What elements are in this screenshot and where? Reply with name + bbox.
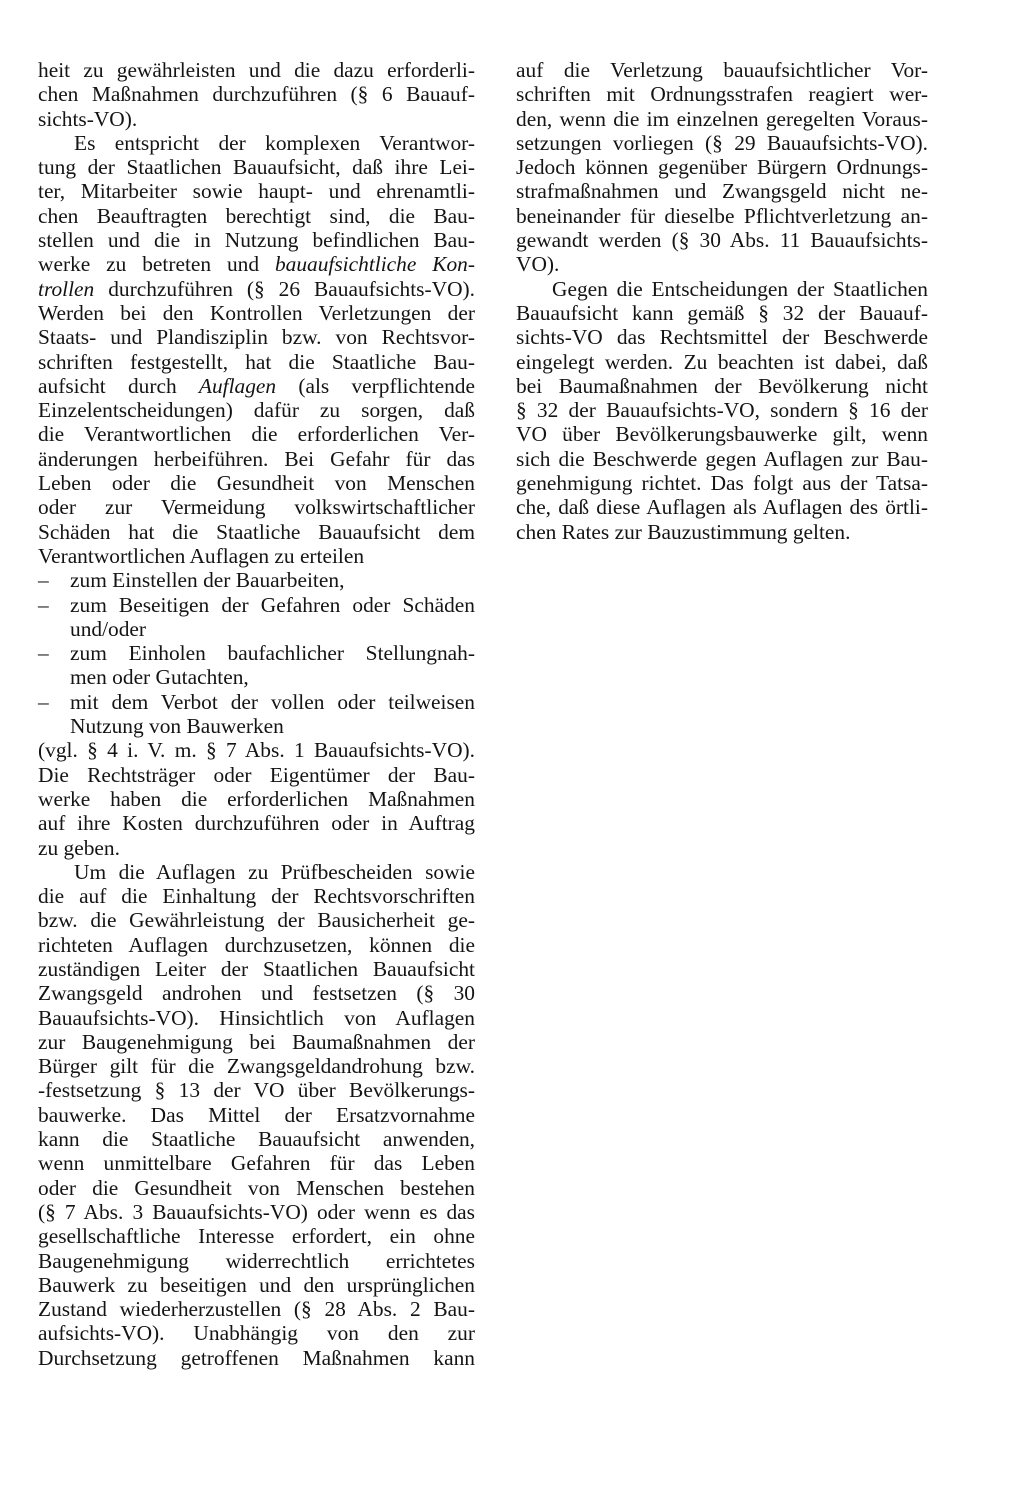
line-text: bzw. die Gewährleistung der Bausicherheit ge- <box>38 908 475 933</box>
line-text: zur Baugenehmigung bei Baumaßnahmen der <box>38 1029 475 1054</box>
text-line <box>38 471 475 495</box>
line-text: beneinander für dieselbe Pflichtverletzung an- <box>516 203 928 228</box>
line-text: VO). <box>516 252 560 277</box>
text-line <box>38 1030 475 1054</box>
line-text: aufsicht durch <box>38 373 199 398</box>
line-text: zuständigen Leiter der Staatlichen Bauaufsicht <box>38 956 475 981</box>
line-text: chen Rates zur Bauzustimmung gelten. <box>516 519 851 544</box>
line-text: Es entspricht der komplexen Verantwor- <box>74 130 475 155</box>
line-text: (als verpflichtende <box>276 373 475 398</box>
line-text: (§ 7 Abs. 3 Bauaufsichts-VO) oder wenn es das <box>38 1199 475 1224</box>
italic-term: Auflagen <box>198 373 277 398</box>
list-dash: – <box>38 641 49 666</box>
text-line <box>38 1346 475 1370</box>
line-text: Bauaufsicht kann gemäß § 32 der Bauauf- <box>516 300 928 325</box>
right-text-column <box>516 58 928 544</box>
line-text: Nutzung von Bauwerken <box>70 714 284 739</box>
line-text: (vgl. § 4 i. V. m. § 7 Abs. 1 Bauaufsichts-VO). <box>38 738 475 763</box>
line-text: chen Beauftragten berechtigt sind, die Bau- <box>38 203 475 228</box>
line-text: Die Rechtsträger oder Eigentümer der Bau- <box>38 762 475 787</box>
line-text: Baugenehmigung widerrechtlich errichtetes <box>38 1248 475 1273</box>
line-text: Durchsetzung getroffenen Maßnahmen kann <box>38 1345 475 1370</box>
line-text: auf die Verletzung bauaufsichtlicher Vor- <box>516 58 928 82</box>
line-text: gesellschaftliche Interesse erfordert, ein ohne <box>38 1224 475 1249</box>
text-line <box>38 933 475 957</box>
text-line <box>516 495 928 519</box>
text-line <box>38 520 475 544</box>
text-line <box>38 155 475 179</box>
line-text: Gegen die Entscheidungen der Staatlichen <box>552 276 928 301</box>
list-dash: – <box>38 568 49 593</box>
list-item <box>38 568 475 592</box>
line-text: bauwerke. Das Mittel der Ersatzvornahme <box>38 1102 475 1127</box>
line-text: Bürger gilt für die Zwangsgeldandrohung bzw. <box>38 1054 475 1079</box>
left-text-column <box>38 58 475 1370</box>
line-text: Jedoch können gegenüber Bürgern Ordnungs- <box>516 155 928 180</box>
text-line <box>38 884 475 908</box>
text-line <box>38 82 475 106</box>
italic-term: bauaufsichtliche Kon- <box>274 252 475 277</box>
line-text: Bauwerk zu beseitigen und den ursprünglichen <box>38 1272 475 1297</box>
text-line <box>38 131 475 155</box>
line-text: bei Baumaßnahmen der Bevölkerung nicht <box>516 373 928 398</box>
line-text: Werden bei den Kontrollen Verletzungen der <box>38 300 475 325</box>
text-line <box>38 617 475 641</box>
line-text: men oder Gutachten, <box>70 665 249 690</box>
text-line <box>38 325 475 349</box>
text-line <box>38 763 475 787</box>
line-text: zu geben. <box>38 835 120 860</box>
list-item <box>38 593 475 617</box>
text-line <box>516 252 928 276</box>
text-line <box>516 107 928 131</box>
text-line <box>38 908 475 932</box>
text-line <box>38 1054 475 1078</box>
line-text: sichts-VO). <box>38 106 138 131</box>
line-text: schriften festgestellt, hat die Staatliche Bau- <box>38 349 475 374</box>
text-line <box>516 350 928 374</box>
line-text: Um die Auflagen zu Prüfbescheiden sowie <box>74 859 475 884</box>
text-line <box>38 1151 475 1175</box>
line-text: durchzuführen (§ 26 Bauaufsichts-VO). <box>94 276 475 301</box>
line-text: und/oder <box>70 616 147 641</box>
line-text: zum Einstellen der Bauarbeiten, <box>70 568 345 593</box>
line-text: Schäden hat die Staatliche Bauaufsicht dem <box>38 519 475 544</box>
text-line <box>38 1249 475 1273</box>
text-line <box>38 204 475 228</box>
text-line <box>516 422 928 446</box>
text-line <box>38 179 475 203</box>
line-text: änderungen herbeiführen. Bei Gefahr für das <box>38 446 475 471</box>
text-line <box>38 981 475 1005</box>
list-item <box>38 641 475 665</box>
line-text: Bauaufsichts-VO). Hinsichtlich von Auflagen <box>38 1005 475 1030</box>
text-line <box>38 957 475 981</box>
text-line <box>38 738 475 762</box>
text-line <box>38 1176 475 1200</box>
text-line <box>38 107 475 131</box>
italic-term: trollen <box>38 276 95 301</box>
text-line <box>516 447 928 471</box>
line-text: setzungen vorliegen (§ 29 Bauaufsichts-VO). <box>516 130 928 155</box>
line-text: heit zu gewährleisten und die dazu erforderli- <box>38 58 475 82</box>
line-text: zum Einholen baufachlicher Stellungnah- <box>70 641 475 666</box>
text-line <box>38 228 475 252</box>
text-line <box>516 277 928 301</box>
text-line <box>38 277 475 301</box>
text-line <box>38 714 475 738</box>
text-line <box>516 58 928 82</box>
list-item <box>38 690 475 714</box>
line-text: sich die Beschwerde gegen Auflagen zur Bau- <box>516 446 928 471</box>
text-line <box>38 1127 475 1151</box>
text-line <box>38 350 475 374</box>
text-line <box>38 860 475 884</box>
line-text: richteten Auflagen durchzusetzen, können die <box>38 932 475 957</box>
line-text: ter, Mitarbeiter sowie haupt- und ehrenamtli- <box>38 179 475 204</box>
text-line <box>38 811 475 835</box>
text-line <box>38 398 475 422</box>
line-text: § 32 der Bauaufsichts-VO, sondern § 16 der <box>516 398 928 423</box>
line-text: eingelegt werden. Zu beachten ist dabei, daß <box>516 349 928 374</box>
text-line <box>38 787 475 811</box>
text-line <box>516 471 928 495</box>
line-text: werke zu betreten und <box>38 252 275 277</box>
text-line <box>38 422 475 446</box>
line-text: Verantwortlichen Auflagen zu erteilen <box>38 543 365 568</box>
list-dash: – <box>38 592 49 617</box>
line-text: die Verantwortlichen die erforderlichen Ver- <box>38 422 475 447</box>
text-line <box>38 1103 475 1127</box>
line-text: die auf die Einhaltung der Rechtsvorschriften <box>38 884 475 909</box>
text-line <box>516 301 928 325</box>
text-line <box>38 1224 475 1248</box>
text-line <box>38 374 475 398</box>
text-line <box>38 447 475 471</box>
text-line <box>38 1273 475 1297</box>
text-line <box>38 836 475 860</box>
text-line <box>38 495 475 519</box>
line-text: strafmaßnahmen und Zwangsgeld nicht ne- <box>516 179 928 204</box>
line-text: mit dem Verbot der vollen oder teilweisen <box>70 689 475 714</box>
line-text: oder zur Vermeidung volkswirtschaftlicher <box>38 495 475 520</box>
line-text: gewandt werden (§ 30 Abs. 11 Bauaufsichts- <box>516 228 928 253</box>
text-line <box>38 1200 475 1224</box>
line-text: den, wenn die im einzelnen geregelten Voraus- <box>516 106 928 131</box>
line-text: sichts-VO das Rechtsmittel der Beschwerde <box>516 325 928 350</box>
text-line <box>516 179 928 203</box>
text-line <box>38 1297 475 1321</box>
list-dash: – <box>38 689 49 714</box>
text-line <box>38 1321 475 1345</box>
line-text: oder die Gesundheit von Menschen bestehen <box>38 1175 475 1200</box>
text-line <box>516 204 928 228</box>
line-text: tung der Staatlichen Bauaufsicht, daß ihre Lei- <box>38 155 475 180</box>
line-text: zum Beseitigen der Gefahren oder Schäden <box>70 592 475 617</box>
line-text: aufsichts-VO). Unabhängig von den zur <box>38 1321 475 1346</box>
text-line <box>38 1078 475 1102</box>
text-line <box>516 228 928 252</box>
text-line <box>516 325 928 349</box>
line-text: wenn unmittelbare Gefahren für das Leben <box>38 1151 475 1176</box>
text-line <box>516 131 928 155</box>
text-line <box>38 58 475 82</box>
line-text: Leben oder die Gesundheit von Menschen <box>38 471 475 496</box>
line-text: Zwangsgeld androhen und festsetzen (§ 30 <box>38 981 475 1006</box>
text-line <box>38 544 475 568</box>
text-line <box>38 252 475 276</box>
line-text: che, daß diese Auflagen als Auflagen des örtli- <box>516 495 928 520</box>
line-text: auf ihre Kosten durchzuführen oder in Auftrag <box>38 811 475 836</box>
line-text: chen Maßnahmen durchzuführen (§ 6 Bauauf- <box>38 82 475 107</box>
line-text: genehmigung richtet. Das folgt aus der Tatsa- <box>516 471 928 496</box>
text-line <box>516 155 928 179</box>
line-text: Zustand wiederherzustellen (§ 28 Abs. 2 Bau- <box>38 1297 475 1322</box>
text-line <box>516 82 928 106</box>
line-text: -festsetzung § 13 der VO über Bevölkerungs- <box>38 1078 475 1103</box>
text-line <box>38 665 475 689</box>
text-line <box>38 1006 475 1030</box>
line-text: schriften mit Ordnungsstrafen reagiert wer- <box>516 82 928 107</box>
line-text: stellen und die in Nutzung befindlichen Bau- <box>38 228 475 253</box>
text-line <box>516 374 928 398</box>
line-text: Einzelentscheidungen) dafür zu sorgen, daß <box>38 398 475 423</box>
line-text: werke haben die erforderlichen Maßnahmen <box>38 786 475 811</box>
line-text: Staats- und Plandisziplin bzw. von Rechtsvor- <box>38 325 475 350</box>
text-line <box>516 520 928 544</box>
text-line <box>516 398 928 422</box>
line-text: kann die Staatliche Bauaufsicht anwenden, <box>38 1127 475 1152</box>
line-text: VO über Bevölkerungsbauwerke gilt, wenn <box>516 422 928 447</box>
text-line <box>38 301 475 325</box>
